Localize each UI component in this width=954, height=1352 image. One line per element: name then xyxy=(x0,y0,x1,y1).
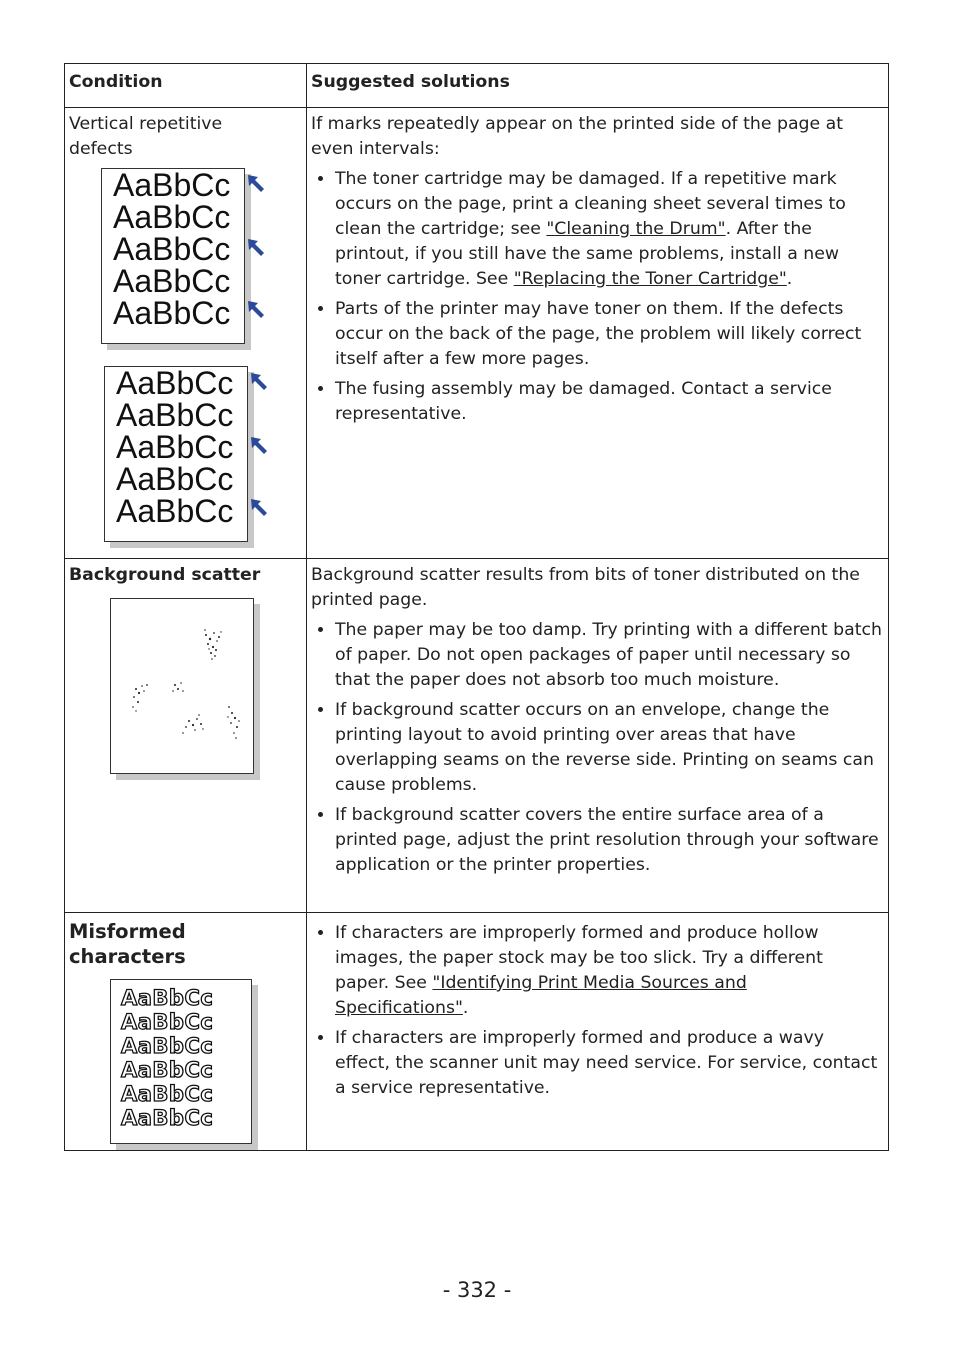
defect-marker-arrow-icon xyxy=(246,173,266,193)
sample-line: AaBbCc xyxy=(116,397,234,433)
table-header-row xyxy=(65,64,889,108)
background-scatter-sample xyxy=(110,598,254,774)
solution-intro: If marks repeatedly appear on the printed side of the page at even intervals: xyxy=(311,114,843,159)
defect-marker-arrow-icon xyxy=(246,237,266,257)
solutions-cell xyxy=(307,559,889,913)
sample-line: AaBbCc xyxy=(116,493,234,529)
header-solutions: Suggested solutions xyxy=(307,64,889,108)
solution-text: The toner cartridge may be damaged. If a repetitive mark occurs on the page, print a cleaning sheet several times to clean the cartridge; see xyxy=(335,169,846,239)
sample-line: AaBbCc xyxy=(113,263,231,299)
sample-line: AaBbCc xyxy=(113,199,231,235)
condition-label: Background scatter xyxy=(69,565,261,585)
list-item xyxy=(335,167,882,292)
list-item: • Parts of the printer may have toner on them. If the defects occur on the back of the page, the problem will likely correct itself after a few more pages. xyxy=(335,297,882,372)
list-item xyxy=(335,921,882,1021)
condition-cell xyxy=(65,559,307,913)
sample-line: AaBbCc xyxy=(116,461,234,497)
solution-text: If characters are improperly formed and produce hollow images, the paper stock may be too slick. Try a different paper. See xyxy=(335,923,823,993)
defect-marker-arrow-icon xyxy=(249,497,269,517)
list-item: • If background scatter occurs on an envelope, change the printing layout to avoid printing over areas that have overlapping seams on the reverse side. Printing on seams can cause problems. xyxy=(335,698,882,798)
cleaning-drum-link[interactable]: "Cleaning the Drum" xyxy=(546,219,726,239)
table-row xyxy=(65,559,889,913)
troubleshooting-table xyxy=(64,63,889,1151)
table-row xyxy=(65,913,889,1151)
sample-line: AaBbCc xyxy=(121,1106,214,1130)
header-condition: Condition xyxy=(65,64,307,108)
scatter-dots-image xyxy=(111,599,253,773)
sample-line: AaBbCc xyxy=(121,1082,214,1106)
list-item: • The fusing assembly may be damaged. Contact a service representative. xyxy=(335,377,882,427)
condition-cell xyxy=(65,913,307,1151)
solution-text: . xyxy=(462,998,469,1018)
table-row xyxy=(65,108,889,559)
solution-list xyxy=(311,167,882,427)
condition-cell xyxy=(65,108,307,559)
solutions-cell xyxy=(307,108,889,559)
list-item: • If characters are improperly formed and produce a wavy effect, the scanner unit may need service. For service, contact a service representative. xyxy=(335,1026,882,1101)
sample-line: AaBbCc xyxy=(116,429,234,465)
sample-line: AaBbCc xyxy=(121,1010,214,1034)
repetitive-defect-sample-1 xyxy=(101,168,245,344)
defect-marker-arrow-icon xyxy=(249,435,269,455)
defect-marker-arrow-icon xyxy=(246,299,266,319)
sample-line: AaBbCc xyxy=(121,1034,214,1058)
print-media-link[interactable]: "Identifying Print Media Sources and Specifications" xyxy=(335,973,747,1018)
sample-line: AaBbCc xyxy=(113,231,231,267)
solutions-cell xyxy=(307,913,889,1151)
solution-intro: Background scatter results from bits of toner distributed on the printed page. xyxy=(311,565,860,610)
condition-label: Misformed characters xyxy=(69,920,186,968)
defect-marker-arrow-icon xyxy=(249,371,269,391)
repetitive-defect-sample-2 xyxy=(104,366,248,542)
list-item: • The paper may be too damp. Try printing with a different batch of paper. Do not open packages of paper until necessary so that the paper does not absorb too much moisture. xyxy=(335,618,882,693)
sample-line: AaBbCc xyxy=(116,365,234,401)
misformed-characters-sample xyxy=(110,979,252,1144)
condition-label: Vertical repetitive defects xyxy=(69,114,223,159)
replacing-toner-link[interactable]: "Replacing the Toner Cartridge" xyxy=(513,269,787,289)
list-item: • If background scatter covers the entire surface area of a printed page, adjust the print resolution through your software application or the printer properties. xyxy=(335,803,882,878)
sample-line: AaBbCc xyxy=(121,1058,214,1082)
solution-text: . xyxy=(786,269,793,289)
sample-line: AaBbCc xyxy=(121,986,214,1010)
sample-line: AaBbCc xyxy=(113,295,231,331)
solution-text: . After the printout, if you still have the same problems, install a new toner cartridge. See xyxy=(335,219,840,289)
solution-list xyxy=(311,921,882,1101)
sample-line: AaBbCc xyxy=(113,167,231,203)
page-number: - 332 - xyxy=(442,1278,512,1302)
solution-list xyxy=(311,618,882,878)
